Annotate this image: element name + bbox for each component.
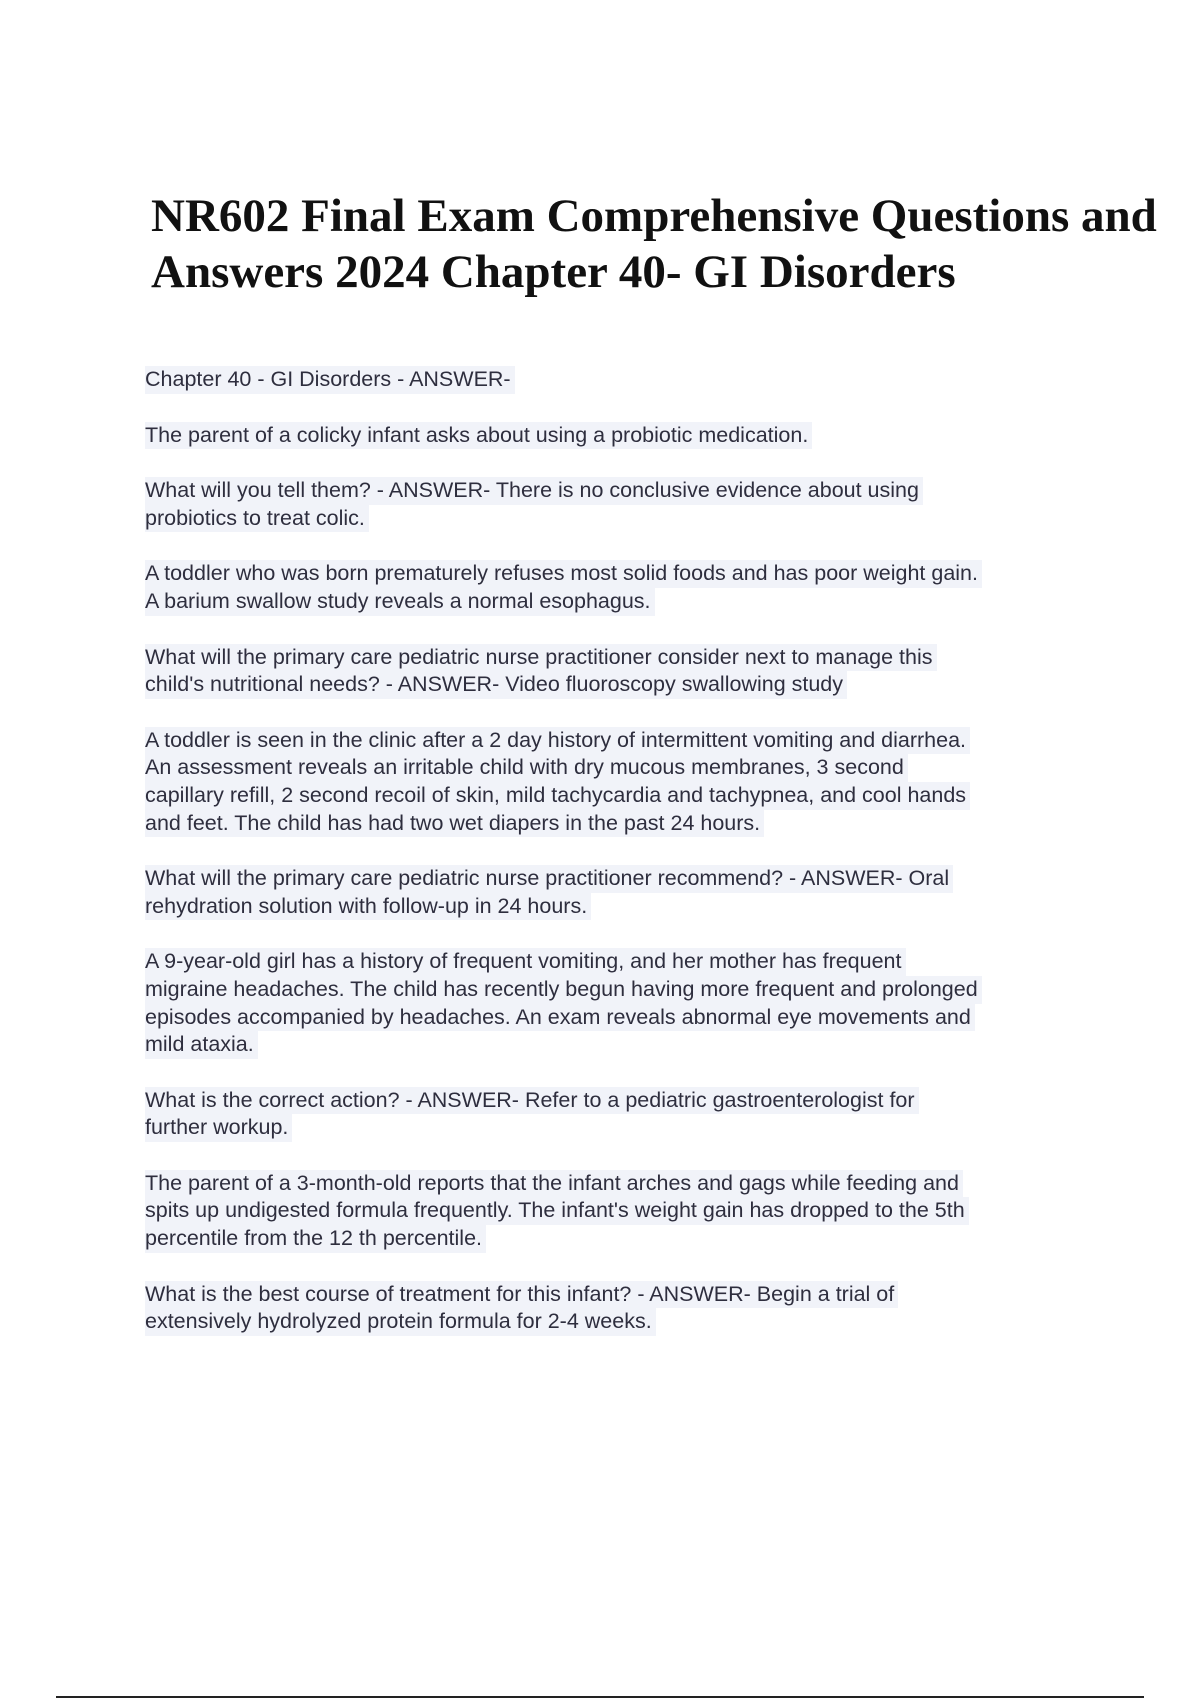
text-line: What is the correct action? - ANSWER- Refer to a pediatric gastroenterologist for <box>145 1087 919 1115</box>
text-line: What will the primary care pediatric nurse practitioner recommend? - ANSWER- Oral <box>145 865 953 893</box>
text-line: spits up undigested formula frequently. The infant's weight gain has dropped to the 5th <box>145 1197 969 1225</box>
answer-paragraph <box>145 477 1105 532</box>
document-body <box>145 366 1105 1364</box>
text-line: An assessment reveals an irritable child with dry mucous membranes, 3 second <box>145 754 908 782</box>
text-line: percentile from the 12 th percentile. <box>145 1225 486 1253</box>
text-line: A 9-year-old girl has a history of frequent vomiting, and her mother has frequent <box>145 948 906 976</box>
text-line: further workup. <box>145 1114 292 1142</box>
answer-paragraph <box>145 644 1105 699</box>
text-line: What will the primary care pediatric nurse practitioner consider next to manage this <box>145 644 937 672</box>
text-line: The parent of a colicky infant asks about using a probiotic medication. <box>145 422 812 450</box>
text-line: A toddler is seen in the clinic after a 2 day history of intermittent vomiting and diarrhea. <box>145 727 970 755</box>
question-paragraph <box>145 422 1105 450</box>
text-line: Chapter 40 - GI Disorders - ANSWER- <box>145 366 515 394</box>
text-line: What is the best course of treatment for this infant? - ANSWER- Begin a trial of <box>145 1281 898 1309</box>
text-line: child's nutritional needs? - ANSWER- Video fluoroscopy swallowing study <box>145 671 847 699</box>
answer-paragraph <box>145 865 1105 920</box>
text-line: capillary refill, 2 second recoil of skin, mild tachycardia and tachypnea, and cool hands <box>145 782 970 810</box>
question-paragraph <box>145 1170 1105 1253</box>
text-line: rehydration solution with follow-up in 24 hours. <box>145 893 591 921</box>
document-title <box>151 188 1196 300</box>
document-title-line: NR602 Final Exam Comprehensive Questions and <box>151 190 1157 242</box>
question-paragraph <box>145 948 1105 1058</box>
text-line: and feet. The child has had two wet diapers in the past 24 hours. <box>145 810 764 838</box>
text-line: episodes accompanied by headaches. An exam reveals abnormal eye movements and <box>145 1004 975 1032</box>
text-line: The parent of a 3-month-old reports that the infant arches and gags while feeding and <box>145 1170 963 1198</box>
question-paragraph <box>145 560 1105 615</box>
text-line: A barium swallow study reveals a normal esophagus. <box>145 588 655 616</box>
answer-paragraph <box>145 1281 1105 1336</box>
text-line: A toddler who was born prematurely refuses most solid foods and has poor weight gain. <box>145 560 982 588</box>
text-line: probiotics to treat colic. <box>145 505 369 533</box>
text-line: mild ataxia. <box>145 1031 258 1059</box>
document-title-line: Answers 2024 Chapter 40- GI Disorders <box>151 246 956 298</box>
footer-divider <box>56 1696 1144 1698</box>
heading-paragraph <box>145 366 1105 394</box>
answer-paragraph <box>145 1087 1105 1142</box>
text-line: extensively hydrolyzed protein formula for 2-4 weeks. <box>145 1308 656 1336</box>
text-line: What will you tell them? - ANSWER- There is no conclusive evidence about using <box>145 477 923 505</box>
text-line: migraine headaches. The child has recently begun having more frequent and prolonged <box>145 976 982 1004</box>
question-paragraph <box>145 727 1105 837</box>
